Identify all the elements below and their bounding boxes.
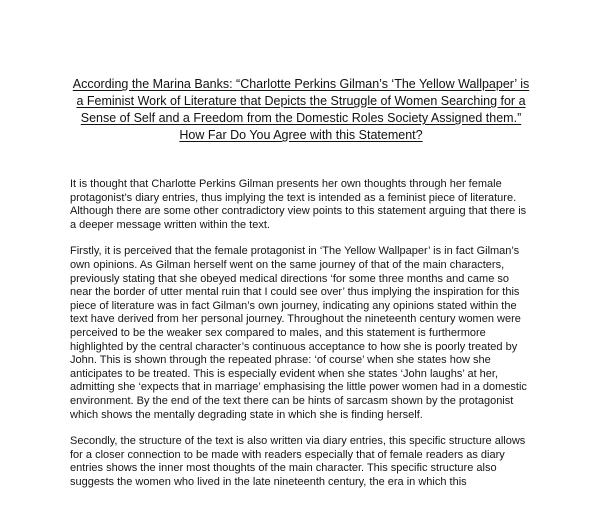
essay-paragraph-2: Firstly, it is perceived that the female protagonist in ‘The Yellow Wallpaper’ is in fact Gilman’s own opinions. As Gilman herself went on the same journey of that of the main characters, previously stating that she obeyed medical directions ‘for some three months and came so near the border of utter mental ruin that I could see over’ thus implying the inspiration for this piece of literature was in fact Gilman’s own journey, indicating any opinions stated within the text have derived from her personal journey. Throughout the nineteenth century women were perceived to be the weaker sex compared to males, and this statement is furthermore highlighted by the central character’s continuous acceptance to how she is poorly treated by John. This is shown through the repeated phrase: ‘of course’ when she states how she anticipates to be treated. This is especially evident when she states ‘John laughs’ at her, admitting she ‘expects that in marriage’ emphasising the little power women had in a domestic environment. By the end of the text there can be hints of sarcasm shown by the protagonist which shows the mentally degrading state in which she is finding herself. — [70, 245, 527, 421]
essay-paragraph-1: It is thought that Charlotte Perkins Gilman presents her own thoughts through her female protagonist’s diary entries, thus implying the text is intended as a feminist piece of literature. Although there are some other contradictory view points to this statement arguing that there is a deeper message written within the text. — [70, 178, 527, 231]
essay-title: According the Marina Banks: “Charlotte Perkins Gilman’s ‘The Yellow Wallpaper’ is a Feminist Work of Literature that Depicts the Struggle of Women Searching for a Sense of Self and a Freedom from the Domestic Roles Society Assigned them.” How Far Do You Agree with this Statement? — [72, 77, 530, 142]
essay-content — [70, 0, 532, 502]
essay-paragraph-3: Secondly, the structure of the text is also written via diary entries, this specific structure allows for a closer connection to be made with readers especially that of female readers as diary entries shows the inner most thoughts of the main character. This specific structure also suggests the women who lived in the late nineteenth century, the era in which this — [70, 435, 526, 488]
